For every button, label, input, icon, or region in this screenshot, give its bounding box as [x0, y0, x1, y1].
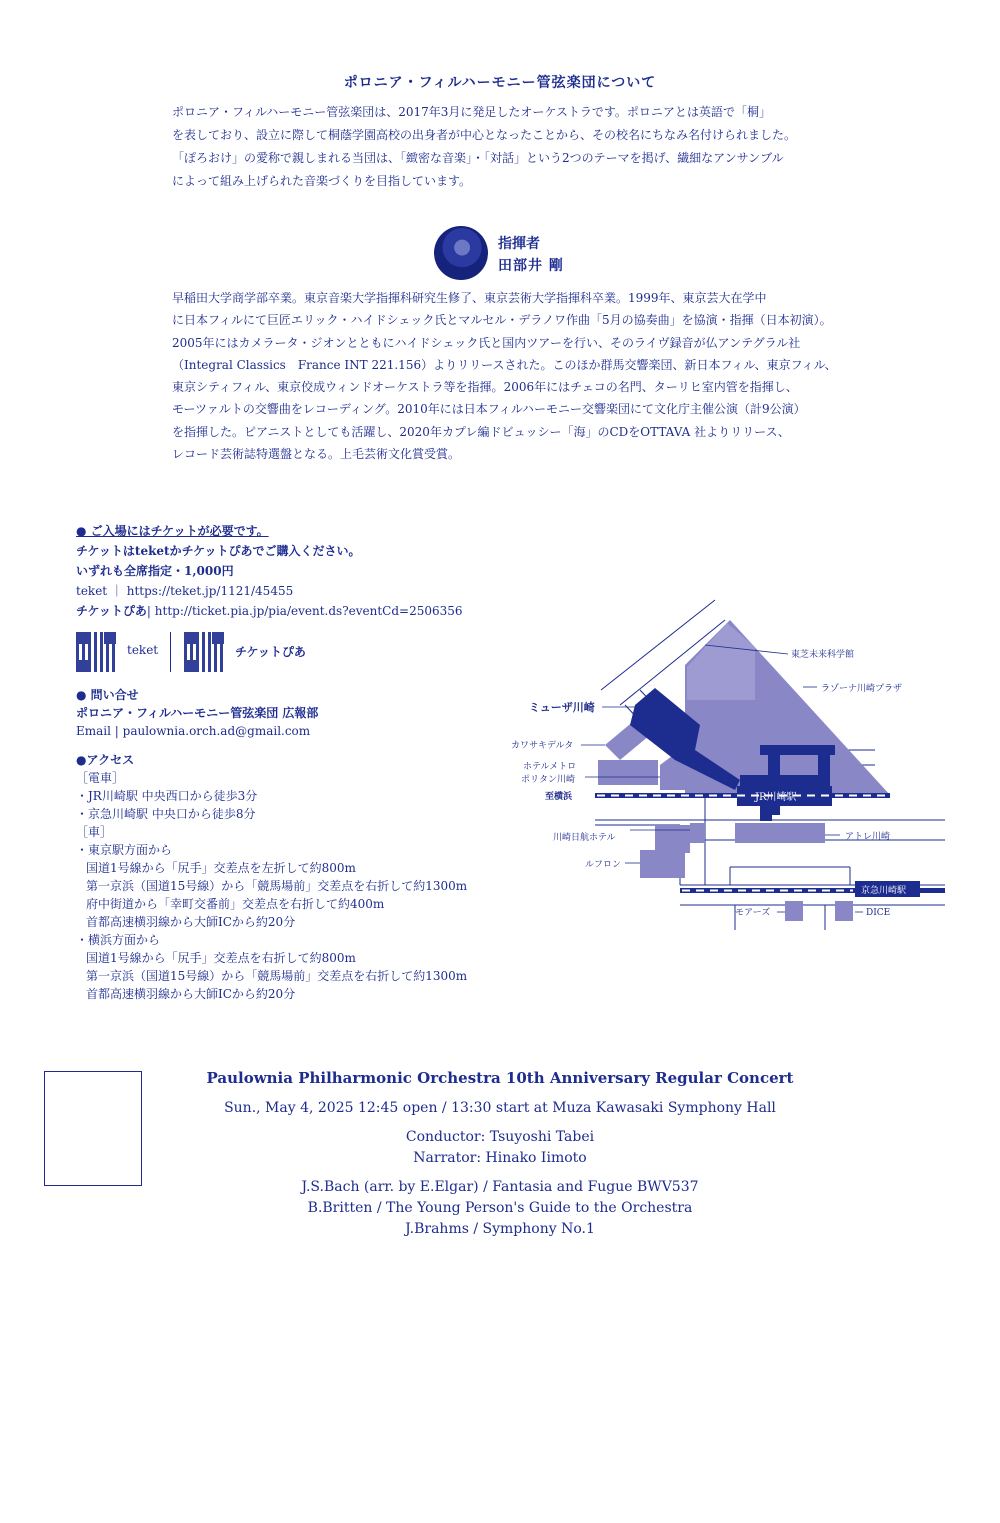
qr-divider: [170, 632, 171, 672]
conductor-bio: [172, 287, 852, 465]
contact-org: ポロニア・フィルハーモニー管弦楽団 広報部: [76, 706, 319, 720]
ticket-purchase-line: チケットはteketかチケットぴあでご購入ください。: [76, 544, 361, 558]
map-atre-building: [735, 823, 825, 843]
program-item: B.Britten / The Young Person's Guide to the Orchestra: [307, 1200, 693, 1216]
access-line: ・東京駅方面から: [76, 843, 173, 857]
access-line: ・京急川崎駅 中央口から徒歩8分: [76, 807, 256, 821]
pia-qr-code[interactable]: [184, 632, 224, 672]
access-line: ［電車］: [76, 771, 125, 785]
map-label-to-yokohama: 至横浜: [545, 792, 573, 802]
access-heading: ●アクセス: [76, 753, 135, 767]
contact-section: [76, 686, 318, 740]
access-line: ・横浜方面から: [76, 933, 161, 947]
about-line: 「ぽろおけ」の愛称で親しまれる当団は、「緻密な音楽」・「対話」という2つのテーマを掲げ、繊細なアンサンブル: [172, 151, 784, 165]
about-text: [172, 101, 844, 193]
ticket-price-line: いずれも全席指定・1,000円: [76, 564, 234, 578]
teket-qr-label: teket: [127, 643, 159, 657]
teket-qr-code[interactable]: [76, 632, 116, 672]
conductor-name: 田部井 剛: [498, 258, 564, 274]
about-title: ポロニア・フィルハーモニー管弦楽団について: [343, 75, 657, 91]
pia-label: チケットぴあ: [76, 604, 147, 618]
concert-title: Paulownia Philharmonic Orchestra 10th Anniversary Regular Concert: [206, 1069, 794, 1087]
access-line: 第一京浜（国道15号線）から「競馬場前」交差点を右折して約1300m: [86, 969, 468, 983]
ticket-heading: ● ご入場にはチケットが必要です。: [76, 524, 269, 538]
access-line: 首都高速横羽線から大師ICから約20分: [86, 987, 296, 1001]
contact-email[interactable]: Email | paulownia.orch.ad@gmail.com: [76, 724, 311, 738]
map-label-nikko: 川崎日航ホテル: [553, 833, 616, 843]
map-label-kawasaki-delta: カワサキデルタ: [511, 741, 574, 751]
map-jr-concourse: [740, 775, 830, 787]
map-nikko-building: [655, 825, 690, 853]
bio-line: 2005年にはカメラータ・ジオンとともにハイドシェック氏と国内ツアーを行い、そのライヴ録音が仏アンテグラル社: [172, 335, 801, 350]
map-label-metropolitan-2: ポリタン川崎: [521, 775, 576, 785]
concert-narrator: Narrator: Hinako Iimoto: [413, 1150, 587, 1166]
bio-line: を指揮した。ピアニストとしても活躍し、2020年カプレ編ドビュッシー「海」のCDをOTTAVA 社よりリリース、: [172, 424, 790, 439]
about-line: によって組み上げられた音楽づくりを目指しています。: [172, 174, 472, 188]
map-jr-atre-link: [760, 806, 772, 821]
conductor-role: 指揮者: [498, 236, 540, 252]
access-map: [505, 595, 955, 935]
access-line: 第一京浜（国道15号線）から「競馬場前」交差点を右折して約1300m: [86, 879, 468, 893]
bio-line: モーツァルトの交響曲をレコーディング。2010年には日本フィルハーモニー交響楽団にて文化庁主催公演（計9公演）: [172, 402, 806, 417]
map-label-lufflon: ルフロン: [585, 860, 622, 870]
contact-heading: ● 問い合せ: [76, 688, 139, 702]
access-line: 国道1号線から「尻手」交差点を右折して約800m: [86, 951, 356, 965]
program-item: J.S.Bach (arr. by E.Elgar) / Fantasia and Fugue BWV537: [301, 1179, 699, 1195]
about-line: ポロニア・フィルハーモニー管弦楽団は、2017年3月に発足したオーケストラです。ポロニアとは英語で「桐」: [172, 105, 771, 119]
pia-qr-label: チケットぴあ: [235, 645, 306, 659]
map-label-metropolitan-1: ホテルメトロ: [523, 762, 577, 772]
map-dice-building: [835, 901, 853, 921]
map-label-atre: アトレ川崎: [845, 832, 891, 842]
concert-info: [195, 1067, 805, 1240]
concert-date: Sun., May 4, 2025 12:45 open / 13:30 start at Muza Kawasaki Symphony Hall: [224, 1100, 776, 1116]
map-toshiba-building: [687, 623, 755, 700]
conductor-photo: [434, 226, 488, 280]
map-label-dice: DICE: [866, 908, 891, 918]
bio-line: に日本フィルにて巨匠エリック・ハイドシェック氏とマルセル・デラノワ作曲「5月の協奏曲」を協演・指揮（日本初演）。: [172, 313, 832, 328]
bio-line: レコード芸術誌特選盤となる。上毛芸術文化賞受賞。: [172, 447, 461, 462]
access-line: 府中街道から「幸町交番前」交差点を右折して約400m: [86, 897, 385, 911]
access-line: ［車］: [76, 825, 113, 839]
concert-conductor: Conductor: Tsuyoshi Tabei: [405, 1129, 595, 1145]
map-label-mores: モアーズ: [735, 908, 771, 918]
about-line: を表しており、設立に際して桐蔭学園高校の出身者が中心となったことから、その校名にちなみ名付けられました。: [172, 128, 797, 142]
bio-line: 東京シティフィル、東京佼成ウィンドオーケストラ等を指揮。2006年にはチェコの名門、ターリヒ室内管を指揮し、: [172, 380, 798, 395]
bio-line: 早稲田大学商学部卒業。東京音楽大学指揮科研究生修了、東京芸術大学指揮科卒業。1999年、東京芸大在学中: [172, 291, 767, 305]
access-section: [76, 751, 467, 1003]
map-label-toshiba: 東芝未来科学館: [791, 650, 855, 660]
access-line: 首都高速横羽線から大師ICから約20分: [86, 915, 296, 929]
map-label-jr-station: JR川崎駅: [755, 792, 797, 803]
program-item: J.Brahms / Symphony No.1: [405, 1221, 595, 1237]
map-lufflon-building: [640, 850, 685, 878]
map-label-keikyu-station: 京急川崎駅: [861, 886, 907, 896]
map-nikko-annex: [690, 823, 705, 843]
bio-line: （Integral Classics France INT 221.156）よりリリースされた。このほか群馬交響楽団、新日本フィル、東京フィル、: [172, 357, 837, 372]
ticket-info: [76, 521, 536, 621]
pia-link[interactable]: | http://ticket.pia.jp/pia/event.ds?eventCd=2506356: [146, 604, 463, 618]
map-metropolitan-building: [598, 760, 658, 785]
access-line: ・JR川崎駅 中央西口から徒歩3分: [76, 789, 258, 803]
access-line: 国道1号線から「尻手」交差点を左折して約800m: [86, 861, 356, 875]
teket-link[interactable]: teket ｜ https://teket.jp/1121/45455: [76, 584, 294, 598]
map-label-lazona: ラゾーナ川崎プラザ: [821, 684, 903, 694]
map-label-muza: ミューザ川崎: [529, 701, 595, 714]
map-mores-building: [785, 901, 803, 921]
stamp-box: [44, 1071, 142, 1186]
map-jr-concourse-top: [760, 745, 835, 755]
